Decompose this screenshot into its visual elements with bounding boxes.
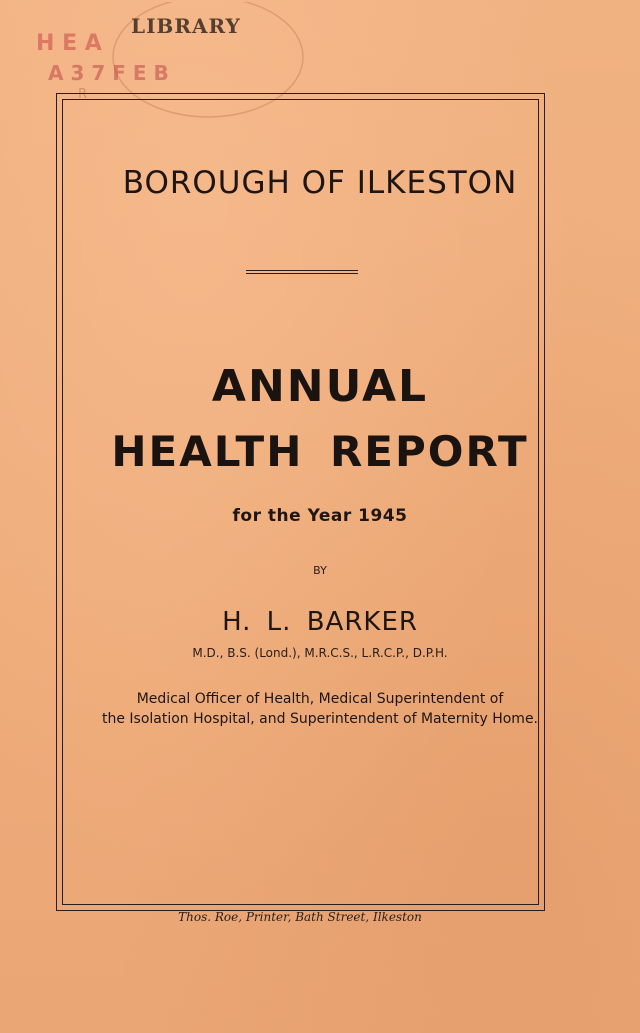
- svg-text:R: R: [78, 87, 88, 102]
- inner-border: [62, 99, 539, 905]
- by-label: BY: [313, 564, 327, 577]
- report-year: for the Year 1945: [232, 506, 408, 526]
- author-role: [0, 689, 640, 729]
- printer-imprint: Thos. Roe, Printer, Bath Street, Ilkeston: [178, 910, 422, 924]
- title-annual: ANNUAL: [211, 361, 429, 412]
- stamp-label: LIBRARY: [131, 14, 241, 38]
- author-qualifications: M.D., B.S. (Lond.), M.R.C.S., L.R.C.P., D.P.H.: [192, 646, 448, 660]
- svg-text:H E A: H E A: [36, 31, 102, 56]
- divider-rule-top: [246, 270, 358, 271]
- role-line-2: the Isolation Hospital, and Superintendent of Maternity Home.: [101, 711, 539, 727]
- divider-rule-bottom: [246, 273, 358, 274]
- svg-text:A 3 7 F E B: A 3 7 F E B: [48, 61, 169, 85]
- borough-heading: BOROUGH OF ILKESTON: [122, 165, 518, 201]
- role-line-1: Medical Officer of Health, Medical Superintendent of: [136, 691, 504, 707]
- author-name: H. L. BARKER: [222, 607, 418, 637]
- title-health-report: HEALTH REPORT: [111, 427, 529, 476]
